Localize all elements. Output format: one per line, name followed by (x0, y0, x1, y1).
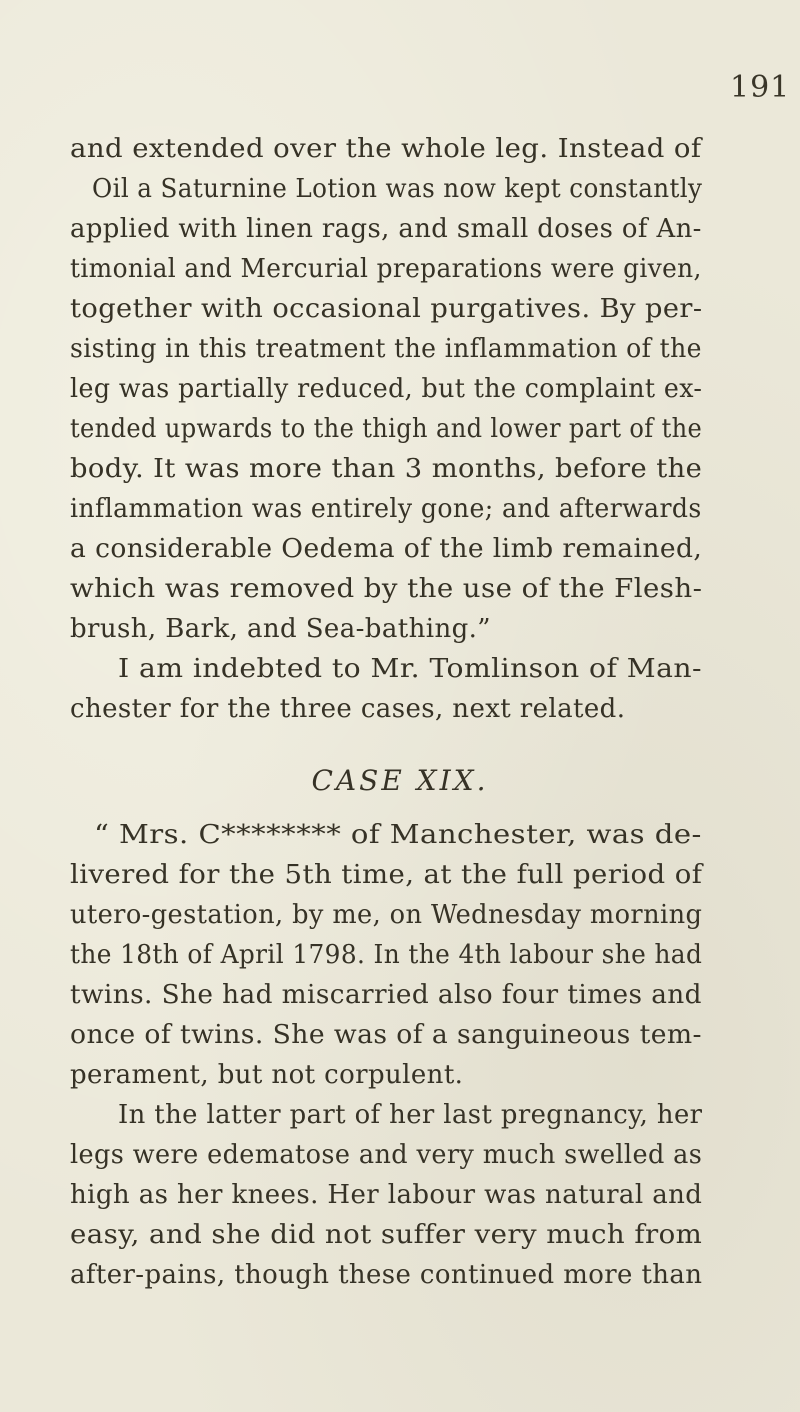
text-line: once of twins. She was of a sanguineous tem- (70, 1020, 702, 1050)
text-line: and extended over the whole leg. Instead of (70, 134, 702, 164)
text-line: a considerable Oedema of the limb remained, (70, 534, 703, 564)
text-line: legs were edematose and very much swelled as (70, 1140, 703, 1170)
text-line: livered for the 5th time, at the full period of (70, 860, 703, 890)
text-line: twins. She had miscarried also four times and (70, 980, 702, 1010)
text-line: inflammation was entirely gone; and afterwards (70, 494, 702, 524)
text-line: high as her knees. Her labour was natural and (70, 1180, 703, 1210)
text-line: sisting in this treatment the inflammation of the (70, 334, 702, 364)
text-line: applied with linen rags, and small doses of An- (70, 214, 702, 244)
case-heading: CASE XIX. (311, 764, 489, 797)
text-line: timonial and Mercurial preparations were given, (70, 254, 702, 284)
text-line: chester for the three cases, next related. (70, 694, 626, 724)
text-line: leg was partially reduced, but the complaint ex- (70, 374, 703, 404)
text-line: easy, and she did not suffer very much from (70, 1220, 703, 1250)
text-line: tended upwards to the thigh and lower part of the (70, 414, 703, 444)
text-line: perament, but not corpulent. (70, 1060, 464, 1090)
text-line: which was removed by the use of the Flesh- (70, 574, 703, 604)
text-line: brush, Bark, and Sea-bathing.” (70, 614, 491, 644)
text-line: the 18th of April 1798. In the 4th labour she had (70, 940, 703, 970)
text-line: utero-gestation, by me, on Wednesday morning (70, 900, 703, 930)
page-number: 191 (730, 70, 791, 105)
text-line: Oil a Saturnine Lotion was now kept constantly (92, 174, 703, 204)
text-line: together with occasional purgatives. By per- (70, 294, 703, 324)
text-line: “ Mrs. C******** of Manchester, was de- (94, 820, 702, 850)
text-line: body. It was more than 3 months, before the (70, 454, 703, 484)
text-line: after-pains, though these continued more than (70, 1260, 703, 1290)
text-line: In the latter part of her last pregnancy, her (118, 1100, 703, 1130)
text-line: I am indebted to Mr. Tomlinson of Man- (118, 654, 702, 684)
